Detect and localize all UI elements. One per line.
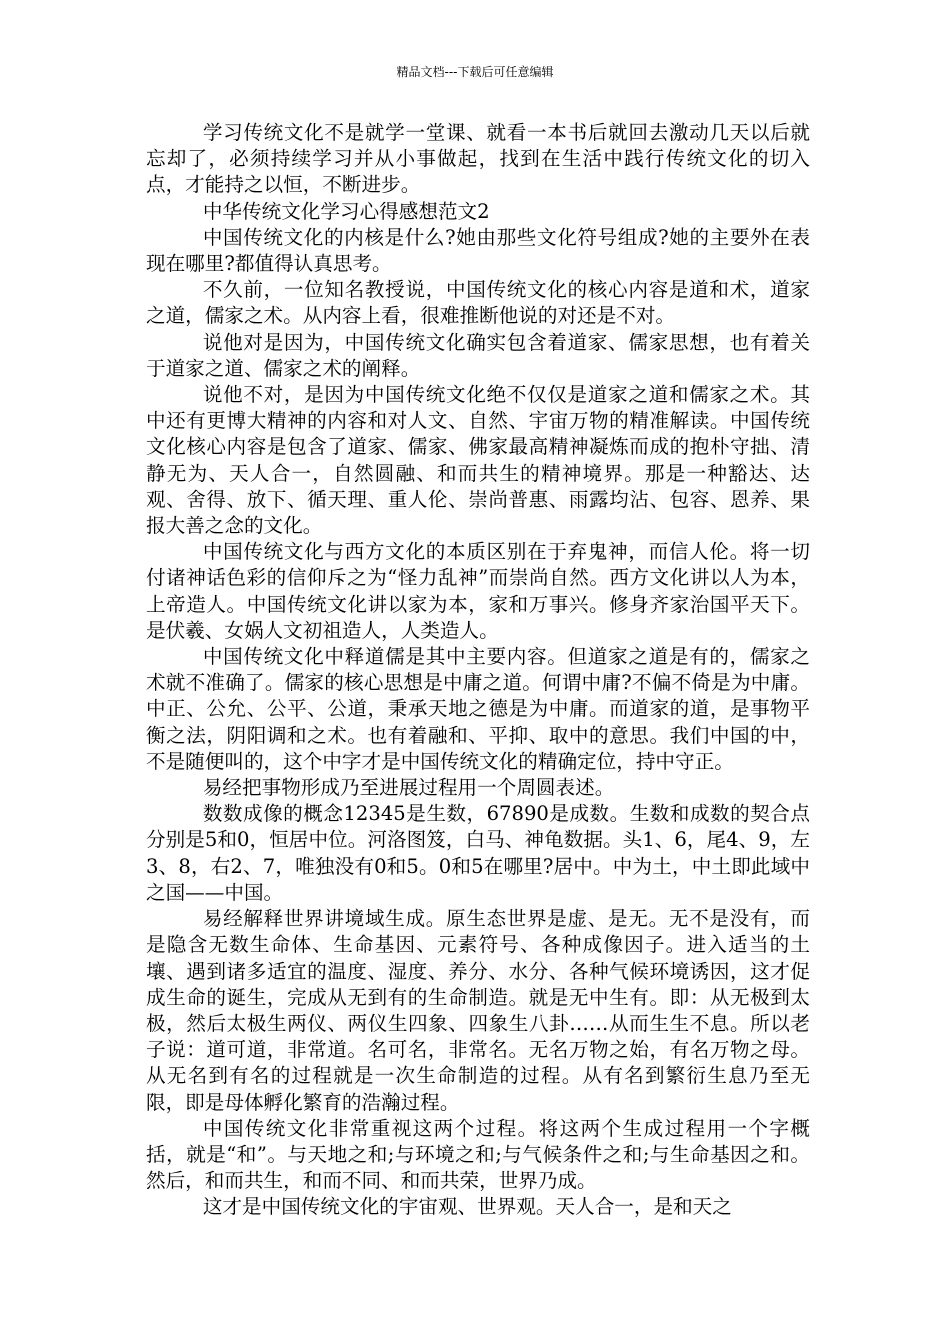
paragraph: 中国传统文化与西方文化的本质区别在于弃鬼神，而信人伦。将一切付诸神话色彩的信仰斥之为“怪力乱神”而崇尚自然。西方文化讲以人为本，上帝造人。中国传统文化讲以家为本，家和万事兴。修身齐家治国平天下。是伏羲、女娲人文初祖造人，人类造人。 [146, 540, 810, 642]
page-header: 精品文档---下载后可任意编辑 [396, 65, 554, 79]
document-body [146, 120, 810, 1221]
paragraph: 说他不对，是因为中国传统文化绝不仅仅是道家之道和儒家之术。其中还有更博大精神的内容和对人文、自然、宇宙万物的精准解读。中国传统文化核心内容是包含了道家、儒家、佛家最高精神凝炼而成的抱朴守拙、清静无为、天人合一，自然圆融、和而共生的精神境界。那是一种豁达、达观、舍得、放下、循天理、重人伦、崇尚普惠、雨露均沾、包容、恩养、果报大善之念的文化。 [146, 383, 810, 538]
paragraph: 学习传统文化不是就学一堂课、就看一本书后就回去激动几天以后就忘却了，必须持续学习并从小事做起，找到在生活中践行传统文化的切入点，才能持之以恒，不断进步。 [146, 121, 810, 197]
paragraph: 中国传统文化中释道儒是其中主要内容。但道家之道是有的，儒家之术就不准确了。儒家的核心思想是中庸之道。何谓中庸?不偏不倚是为中庸。中正、公允、公平、公道，秉承天地之德是为中庸。而道家的道，是事物平衡之法，阴阳调和之术。也有着融和、平抑、取中的意思。我们中国的中，不是随便叫的，这个中字才是中国传统文化的精确定位，持中守正。 [146, 645, 810, 773]
paragraph: 说他对是因为，中国传统文化确实包含着道家、儒家思想，也有着关于道家之道、儒家之术的阐释。 [146, 330, 810, 380]
paragraph: 易经解释世界讲境域生成。原生态世界是虚、是无。无不是没有，而是隐含无数生命体、生命基因、元素符号、各种成像因子。进入适当的土壤、遇到诸多适宜的温度、湿度、养分、水分、各种气候环境诱因，这才促成生命的诞生，完成从无到有的生命制造。就是无中生有。即：从无极到太极，然后太极生两仪、两仪生四象、四象生八卦……从而生生不息。所以老子说：道可道，非常道。名可名，非常名。无名万物之始，有名万物之母。从无名到有名的过程就是一次生命制造的过程。从有名到繁衍生息乃至无限，即是母体孵化繁育的浩瀚过程。 [146, 907, 810, 1114]
paragraph: 中国传统文化非常重视这两个过程。将这两个生成过程用一个字概括，就是“和”。与天地之和;与环境之和;与气候条件之和;与生命基因之和。然后，和而共生，和而不同、和而共荣，世界乃成。 [146, 1116, 810, 1193]
paragraph: 这才是中国传统文化的宇宙观、世界观。天人合一，是和天之 [202, 1195, 732, 1219]
paragraph: 易经把事物形成乃至进展过程用一个周圆表述。 [202, 776, 615, 800]
paragraph: 数数成像的概念12345是生数，67890是成数。生数和成数的契合点分别是5和0，恒居中位。河洛图笈，白马、神龟数据。头1、6，尾4、9，左3、8，右2、7，唯独没有0和5。0和5在哪里?居中。中为土，中土即此域中之国——中国。 [146, 802, 810, 904]
paragraph: 中国传统文化的内核是什么?她由那些文化符号组成?她的主要外在表现在哪里?都值得认真思考。 [146, 225, 810, 276]
section-title: 中华传统文化学习心得感想范文2 [202, 199, 490, 223]
paragraph: 不久前，一位知名教授说，中国传统文化的核心内容是道和术，道家之道，儒家之术。从内容上看，很难推断他说的对还是不对。 [146, 278, 810, 328]
